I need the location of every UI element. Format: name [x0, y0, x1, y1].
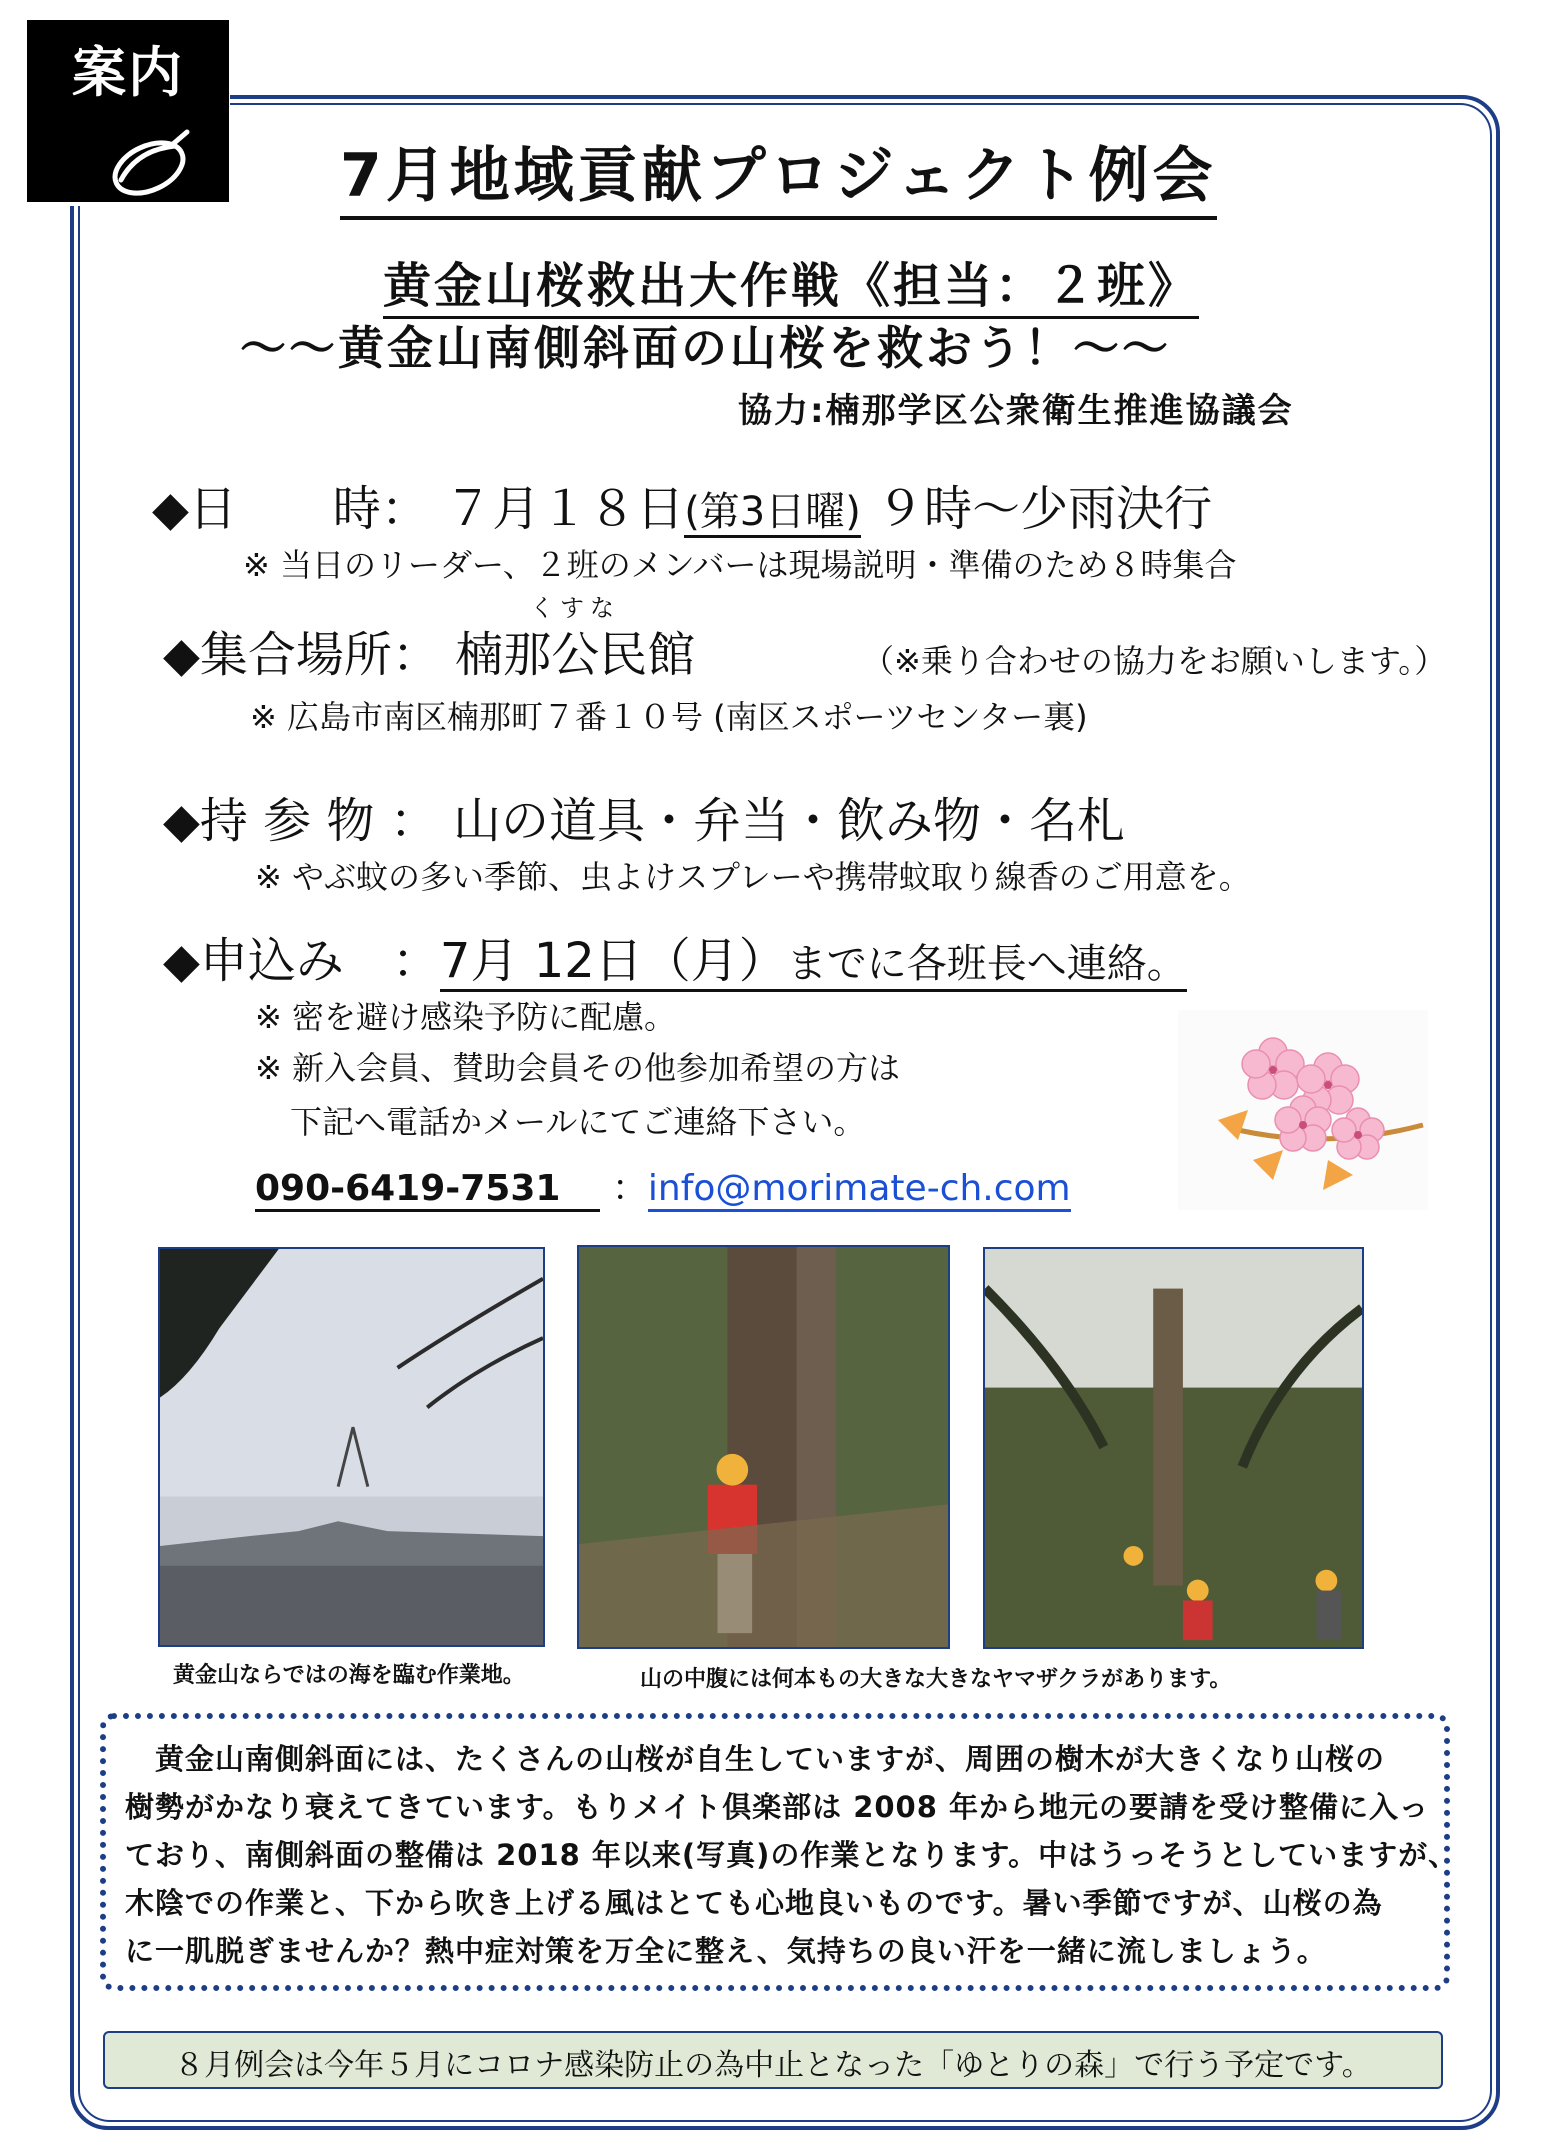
date-note: ※ 当日のリーダー、２班のメンバーは現場説明・準備のため８時集合 [243, 546, 1237, 584]
place-address: ※ 広島市南区楠那町７番１０号 (南区スポーツセンター裏) [250, 698, 1088, 736]
page-title: 7月地域貢献プロジェクト例会 [340, 128, 1217, 220]
date-row [152, 470, 1212, 539]
date-time: ９時～少雨決行 [876, 481, 1213, 537]
photo-large-cherry-tree [577, 1245, 950, 1649]
footer-notice: ８月例会は今年５月にコロナ感染防止の為中止となった「ゆとりの森」で行う予定です。 [174, 2048, 1372, 2083]
apply-deadline-text: 7月 12日（月） [439, 933, 787, 989]
place-value: 楠那公民館 [455, 627, 696, 683]
apply-note-2: ※ 新入会員、賛助会員その他参加希望の方は [255, 1049, 900, 1087]
description-line: 樹勢がかなり衰えてきています。もりメイト倶楽部は 2008 年から地元の要請を受け整備に入っ [125, 1790, 1430, 1824]
items-value: 山の道具・弁当・飲み物・名札 [452, 793, 1125, 849]
contact-row [255, 1160, 1071, 1211]
description-line: 木陰での作業と、下から吹き上げる風はとても心地良いものです。暑い季節ですが、山桜の為 [125, 1886, 1383, 1920]
phone-number[interactable]: 090-6419-7531 [255, 1168, 600, 1212]
badge-label: 案内 [72, 41, 184, 104]
items-note: ※ やぶ蚊の多い季節、虫よけスプレーや携帯蚊取り線香のご用意を。 [255, 858, 1251, 896]
date-label: ◆日 時： [152, 481, 429, 537]
apply-note-1: ※ 密を避け感染予防に配慮。 [255, 998, 676, 1036]
contact-separator: ： [611, 1168, 648, 1209]
carpool-request: （※乗り合わせの協力をお願いします。） [862, 642, 1447, 680]
description-line: に一肌脱ぎませんか？熱中症対策を万全に整え、気持ちの良い汗を一緒に流しましょう。 [125, 1934, 1327, 1968]
cooperation-credit: 協力:楠那学区公衆衛生推進協議会 [738, 391, 1294, 431]
apply-row [163, 922, 1187, 991]
description-line: 黄金山南側斜面には、たくさんの山桜が自生していますが、周囲の樹木が大きくなり山桜の [125, 1742, 1386, 1776]
cherry-blossom-illustration [1178, 1010, 1428, 1210]
photo-sea-view [158, 1247, 545, 1647]
place-label: ◆集合場所： [163, 627, 440, 683]
date-value: ７月１８日 [444, 481, 685, 537]
items-label: ◆持 参 物 ： [163, 793, 438, 849]
place-ruby: くすな [530, 594, 620, 622]
date-weekday: (第3日曜) [684, 489, 861, 538]
items-row [163, 782, 1125, 851]
event-slogan: ～～黄金山南側斜面の山桜を救おう！～～ [240, 321, 1171, 375]
apply-deadline [440, 933, 1187, 992]
apply-label: ◆申込み ： [163, 933, 440, 989]
description-line: ており、南側斜面の整備は 2018 年以来(写真)の作業となります。中はうっそうとしていますが、 [125, 1838, 1459, 1872]
event-subtitle: 黄金山桜救出大作戦《担当：２班》 [383, 247, 1199, 319]
place-row [163, 616, 695, 685]
email-link[interactable]: info@morimate-ch.com [648, 1168, 1071, 1212]
photo-caption-2: 山の中腹には何本もの大きな大きなヤマザクラがあります。 [640, 1667, 1232, 1692]
apply-suffix: までに各班長へ連絡。 [786, 941, 1187, 987]
acorn-icon [97, 120, 197, 200]
apply-note-3: 下記へ電話かメールにてご連絡下さい。 [290, 1103, 866, 1141]
notice-badge [27, 20, 229, 202]
description-text [125, 1735, 1459, 1975]
photo-caption-1: 黄金山ならではの海を臨む作業地。 [173, 1663, 525, 1688]
photo-work-crew [983, 1247, 1364, 1649]
